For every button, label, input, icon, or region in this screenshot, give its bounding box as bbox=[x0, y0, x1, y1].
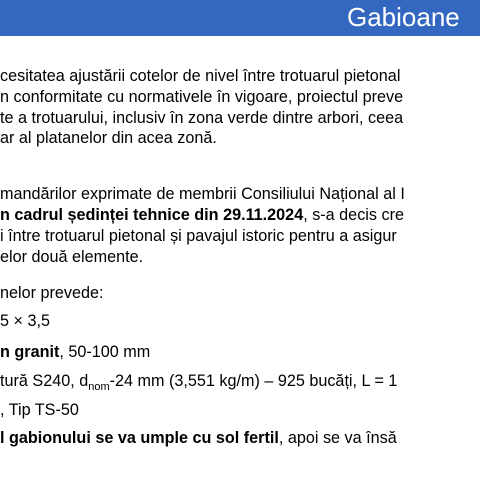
text-line: ar al platanelor din acea zonă. bbox=[0, 129, 217, 147]
spec-fill: n granit, 50-100 mm bbox=[0, 343, 151, 361]
spec-rebar: tură S240, $d_{nom}-24$ mm (3,551 kg/m) – 925 bucăți, L = 1 bbox=[0, 372, 398, 393]
meeting-date-text: n cadrul ședinței tehnice din 29.11.2024 bbox=[0, 206, 304, 224]
text-line: elor două elemente. bbox=[0, 248, 144, 266]
text-line: n conformitate cu normativele în vigoare, proiectul preve bbox=[0, 88, 404, 106]
slide-title: Gabioane bbox=[347, 2, 460, 32]
spec-soil: l gabionului se va umple cu sol fertil, apoi se va însă bbox=[0, 429, 397, 447]
text-line: mandărilor exprimate de membrii Consiliului Național al I bbox=[0, 185, 405, 203]
spec-type: , Tip TS-50 bbox=[0, 401, 79, 419]
text-line: te a trotuarului, inclusiv în zona verde dintre arbori, ceea bbox=[0, 109, 404, 127]
text-line: n cadrul ședinței tehnice din 29.11.2024, s-a decis cre bbox=[0, 206, 404, 224]
text-line: cesitatea ajustării cotelor de nivel între trotuarul pietonal bbox=[0, 67, 401, 85]
spec-dimensions: 5 × 3,5 bbox=[0, 312, 50, 330]
title-bar bbox=[0, 0, 480, 36]
text-line: i între trotuarul pietonal și pavajul istoric pentru a asigur bbox=[0, 227, 397, 245]
spec-intro: nelor prevede: bbox=[0, 284, 104, 302]
